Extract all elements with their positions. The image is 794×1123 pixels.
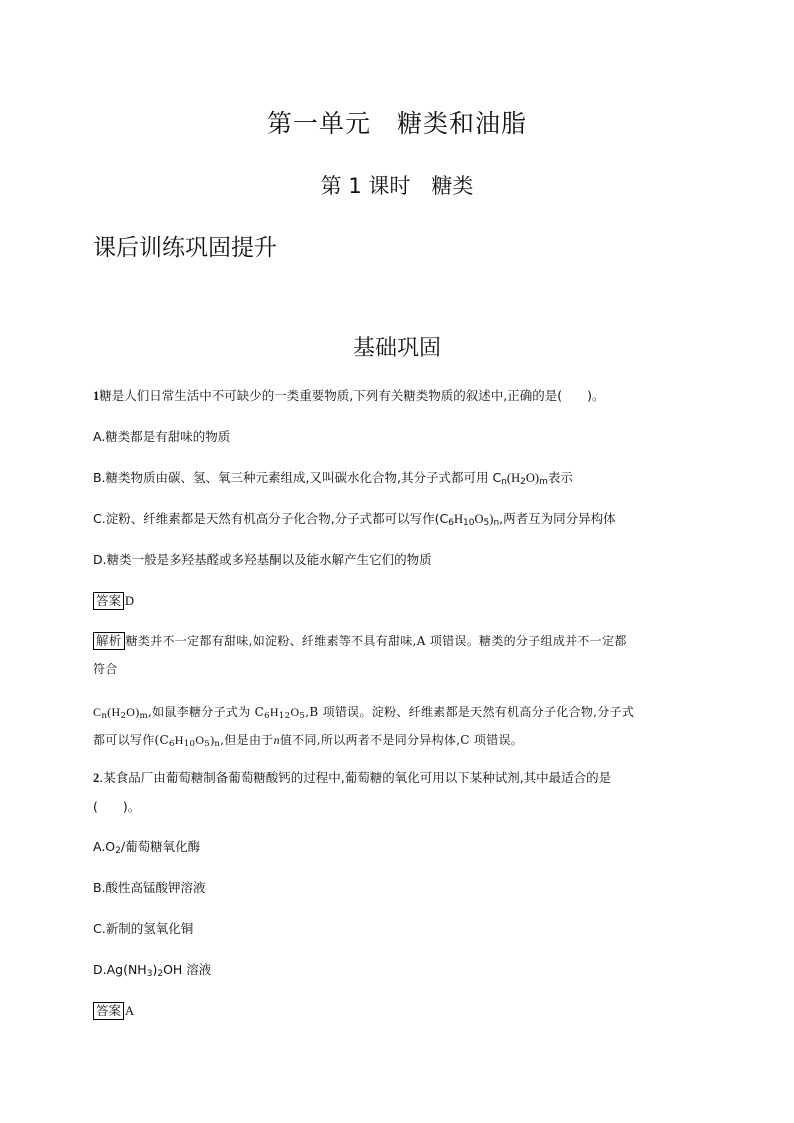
q2-number: 2 — [93, 771, 100, 785]
sub: n — [501, 477, 507, 487]
explain-label: 解析 — [93, 632, 125, 650]
formula: C — [93, 705, 102, 719]
explain-text: 糖类并不一定都有甜味,如淀粉、纤维素等不具有甜味,A 项错误。糖类的分子组成并不一定都 — [125, 634, 627, 648]
unit-title: 第一单元 糖类和油脂 — [266, 109, 527, 138]
q1-option-d: D.糖类一般是多羟基醛或多羟基酮以及能水解产生它们的物质 — [93, 552, 432, 567]
lesson-number: 第 1 课时 — [320, 174, 411, 198]
formula: ) — [152, 962, 158, 977]
formula: (H — [107, 705, 121, 719]
sub: m — [139, 711, 148, 721]
q1-stem-text: 糖是人们日常生活中不可缺少的一类重要物质,下列有关糖类物质的叙述中,正确的是( )。 — [99, 388, 605, 403]
q1-option-a: A.糖类都是有甜味的物质 — [93, 429, 231, 444]
answer-value: D — [125, 594, 135, 608]
q2-answer — [93, 1002, 134, 1020]
q1-option-c-text: C.淀粉、纤维素都是天然有机高分子化合物,分子式都可以写作(C — [93, 511, 449, 526]
sub: 2 — [120, 711, 127, 721]
sub: 2 — [520, 477, 526, 487]
q1-option-b — [93, 469, 573, 487]
formula: ) — [210, 733, 215, 747]
q2-stem-line2: ( )。 — [93, 799, 141, 814]
variable: n — [273, 733, 280, 747]
q2-stem-text: .某食品厂由葡萄糖制备葡萄糖酸钙的过程中,葡萄糖的氧化可用以下某种试剂,其中最适合的是 — [99, 770, 612, 785]
sub: 5 — [204, 739, 211, 749]
formula: (H — [506, 471, 521, 485]
q1-option-c-end: ,两者互为同分异构体 — [499, 511, 616, 526]
q2-option-a-text: A.O — [93, 839, 116, 854]
sub: 5 — [483, 518, 490, 528]
lesson-name: 糖类 — [431, 174, 474, 198]
explain-text: ,但是由于 — [220, 733, 274, 747]
q1-option-c — [93, 510, 616, 528]
sub: 10 — [183, 739, 196, 749]
formula: O — [195, 733, 205, 747]
formula: H — [269, 705, 279, 719]
sub: 3 — [146, 969, 153, 979]
sub: 6 — [168, 739, 175, 749]
q2-option-d-end: OH 溶液 — [163, 962, 212, 977]
q2-option-a-end: /葡萄糖氧化酶 — [120, 839, 201, 854]
q2-stem-line1 — [93, 769, 611, 787]
formula: H — [454, 512, 464, 526]
q2-option-a — [93, 838, 200, 856]
q1-explain-line3 — [93, 703, 634, 721]
formula: O — [474, 512, 484, 526]
answer-value: A — [125, 1004, 135, 1018]
q1-option-b-text: B.糖类物质由碳、氢、氧三种元素组成,又叫碳水化合物,其分子式都可用 C — [93, 470, 502, 485]
subsection-title: 基础巩固 — [352, 336, 441, 361]
sub: 5 — [299, 711, 306, 721]
formula: O) — [126, 705, 140, 719]
formula: H — [174, 733, 184, 747]
formula: O) — [525, 471, 540, 485]
formula: ) — [489, 512, 494, 526]
explain-text: ,如鼠李糖分子式为 C — [147, 705, 265, 719]
sub: 10 — [463, 518, 475, 528]
lesson-title — [0, 170, 794, 200]
section-label: 课后训练巩固提升 — [93, 235, 277, 261]
formula: O — [290, 705, 300, 719]
explain-text: 值不同,所以两者不是同分异构体,C 项错误。 — [279, 733, 524, 747]
answer-label: 答案 — [93, 592, 124, 610]
explain-text: 都可以写作(C — [93, 733, 169, 747]
q2-option-d-text: D.Ag(NH — [93, 962, 147, 977]
sub: m — [539, 477, 548, 487]
q1-explain-line1 — [93, 632, 627, 650]
sub: n — [493, 518, 500, 528]
q1-stem — [93, 387, 604, 405]
sub: 12 — [278, 711, 291, 721]
q1-explain-line4 — [93, 731, 523, 749]
q2-option-c: C.新制的氢氧化铜 — [93, 921, 194, 936]
answer-label: 答案 — [93, 1002, 124, 1020]
sub: n — [214, 739, 221, 749]
sub: n — [101, 711, 108, 721]
explain-text: ,B 项错误。淀粉、纤维素都是天然有机高分子化合物,分子式 — [305, 705, 635, 719]
q1-number: 1 — [93, 389, 100, 403]
q1-explain-line2: 符合 — [93, 662, 118, 676]
sub: 6 — [448, 518, 455, 528]
sub: 2 — [115, 846, 121, 856]
sub: 2 — [157, 969, 164, 979]
q1-answer — [93, 592, 134, 610]
q2-option-d — [93, 961, 211, 979]
sub: 6 — [264, 711, 270, 721]
q1-option-b-end: 表示 — [547, 470, 573, 485]
q2-option-b: B.酸性高锰酸钾溶液 — [93, 880, 206, 895]
